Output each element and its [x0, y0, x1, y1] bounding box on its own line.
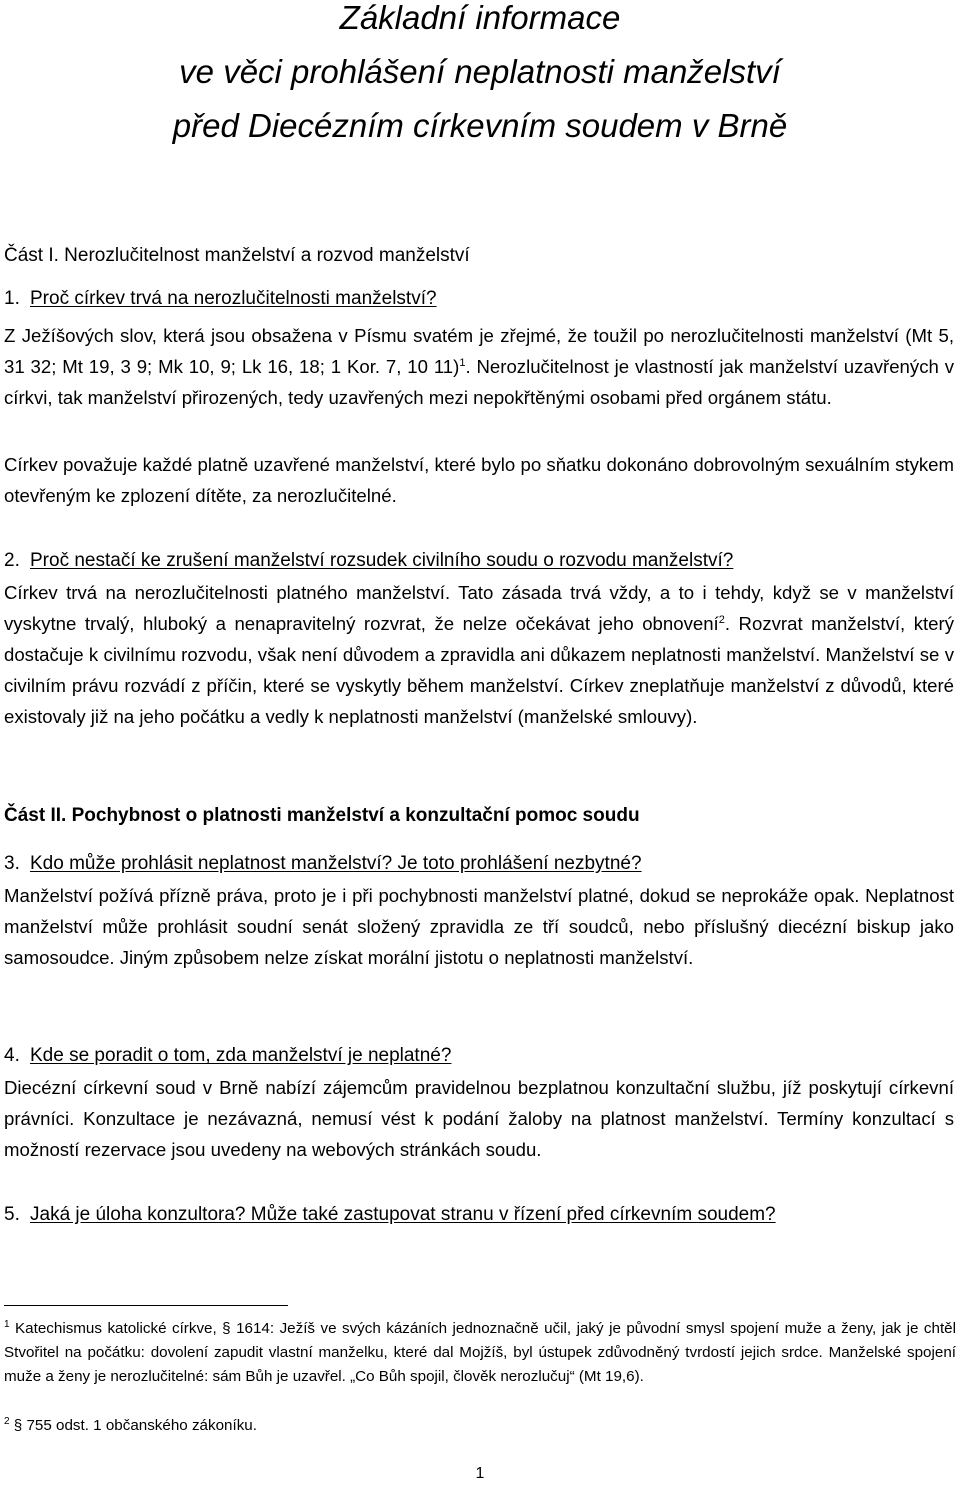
part-1-heading [4, 243, 470, 269]
q2-p1-text-b: . Rozvrat manželství, který dostačuje k civilnímu rozvodu, však není důvodem a zpravidla ani důkazem neplatnosti manželství. Manželství se v civilním právu rozvádí z příčin, které se vyskytly během manželství. Církev zneplatňuje manželství z důvodů, které existovaly již na jeho počátku a vedly k neplatnosti manželství (manželské smlouvy). [4, 613, 954, 727]
question-4-title: Kde se poradit o tom, zda manželství je neplatné? [30, 1045, 452, 1066]
footnote-ref-2[interactable]: 2 [718, 613, 725, 626]
question-5-number: 5. [4, 1204, 20, 1225]
part-2-heading [4, 803, 640, 829]
footnote-1-text: Katechismus katolické církve, § 1614: Ježíš ve svých kázáních jednoznačně učil, jaký je původní smysl spojení muže a ženy, jak je chtěl Stvořitel na počátku: dovolení zapudit vlastní manželku, které dal Mojžíš, byl ústupek zdůvodněný tvrdostí jejich srdce. Manželské spojení muže a ženy je nerozlučitelné: sám Bůh je uzavřel. „Co Bůh spojil, člověk nerozlučuj“ (Mt 19,6). [4, 1320, 956, 1385]
question-4-number: 4. [4, 1045, 20, 1066]
question-1 [4, 286, 437, 312]
document-title-line-2: ve věci prohlášení neplatnosti manželství [179, 53, 781, 90]
question-1-title: Proč církev trvá na nerozlučitelnosti manželství? [30, 288, 437, 309]
q2-p1-text-a: Církev trvá na nerozlučitelnosti platného manželství. Tato zásada trvá vždy, a to i tehdy, když se v manželství vyskytne trvalý, hluboký a nenapravitelný rozvrat, že nelze očekávat jeho obnovení [4, 582, 954, 634]
footnote-separator [4, 1305, 288, 1306]
question-2 [4, 548, 733, 574]
question-3-paragraph-1: Manželství požívá přízně práva, proto je i při pochybnosti manželství platné, dokud se neprokáže opak. Neplatnost manželství může prohlásit soudní senát složený zpravidla ze tří soudců, nebo příslušný diecézní biskup jako samosoudce. Jiným způsobem nelze získat morální jistotu o neplatnosti manželství. [4, 885, 954, 968]
footnote-2 [4, 1414, 956, 1438]
question-4 [4, 1043, 451, 1069]
question-3-title: Kdo může prohlásit neplatnost manželství? Je toto prohlášení nezbytné? [30, 853, 642, 874]
part-2-heading-text: Pochybnost o platnosti manželství a konzultační pomoc soudu [71, 805, 640, 826]
part-2-heading-label: Část II. [4, 805, 67, 826]
question-2-number: 2. [4, 550, 20, 571]
q1-p1-text-a: Z Ježíšových slov, která jsou obsažena v Písmu svatém je zřejmé, že toužil po nerozlučitelnosti manželství (Mt 5, 31 32; Mt 19, 3 9; Mk 10, 9; Lk 16, 18; 1 Kor. 7, 10 11) [4, 325, 954, 377]
footnote-ref-1[interactable]: 1 [459, 356, 466, 369]
page-number: 1 [475, 1465, 485, 1482]
question-3 [4, 851, 642, 877]
footnote-2-text: § 755 odst. 1 občanského zákoníku. [13, 1417, 257, 1434]
footnote-1 [4, 1317, 956, 1389]
question-2-paragraph-1 [4, 577, 954, 732]
question-5-title: Jaká je úloha konzultora? Může také zastupovat stranu v řízení před církevním soudem? [30, 1204, 776, 1225]
question-1-number: 1. [4, 288, 20, 309]
footnote-1-number: 1 [4, 1318, 10, 1330]
question-1-paragraph-1 [4, 320, 954, 413]
q1-p1-text-b: . Nerozlučitelnost je vlastností jak manželství uzavřených v církvi, tak manželství přirozených, tedy uzavřených mezi nepokřtěnými osobami před orgánem státu. [4, 356, 954, 408]
question-4-paragraph-1: Diecézní církevní soud v Brně nabízí zájemcům pravidelnou bezplatnou konzultační službu, jíž poskytují církevní právníci. Konzultace je nezávazná, nemusí vést k podání žaloby na platnost manželství. Termíny konzultací s možností rezervace jsou uvedeny na webových stránkách soudu. [4, 1077, 954, 1160]
question-5 [4, 1202, 776, 1228]
question-1-paragraph-2: Církev považuje každé platně uzavřené manželství, které bylo po sňatku dokonáno dobrovolným sexuálním stykem otevřeným ke zplození dítěte, za nerozlučitelné. [4, 454, 954, 506]
footnote-2-number: 2 [4, 1415, 10, 1427]
document-title-line-3: před Diecézním církevním soudem v Brně [172, 107, 788, 144]
question-2-title: Proč nestačí ke zrušení manželství rozsudek civilního soudu o rozvodu manželství? [30, 550, 734, 571]
part-1-heading-text: Část I. Nerozlučitelnost manželství a rozvod manželství [4, 245, 470, 266]
question-3-number: 3. [4, 853, 20, 874]
document-title-line-1: Základní informace [339, 0, 621, 36]
